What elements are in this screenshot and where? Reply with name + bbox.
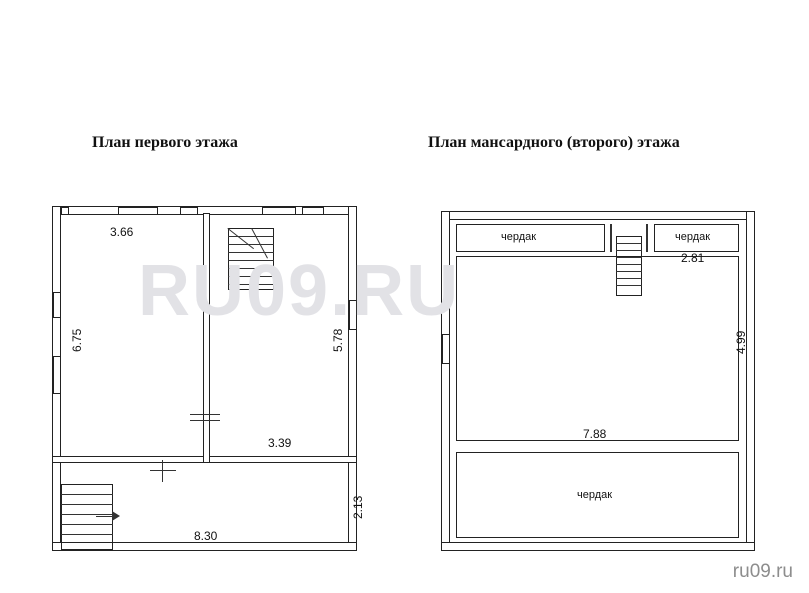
porch-step — [61, 534, 113, 535]
label-attic-top-left: чердак — [501, 231, 537, 243]
window-top-1 — [61, 207, 69, 215]
porch-step — [61, 504, 113, 505]
label-attic-top-right: чердак — [675, 231, 711, 243]
wall-bottom — [441, 542, 755, 551]
stair-step — [616, 271, 642, 272]
dimension-8-30: 8.30 — [194, 529, 218, 543]
staircase-floor2 — [616, 236, 642, 296]
window-top-3 — [180, 207, 198, 215]
wall-interior-horizontal-right — [203, 456, 357, 463]
stair-step — [616, 278, 642, 279]
stair-step — [616, 285, 642, 286]
stair-step — [616, 264, 642, 265]
dimension-7-88: 7.88 — [583, 427, 607, 441]
plan-title-first-floor: План первого этажа — [92, 134, 238, 151]
porch-step — [61, 494, 113, 495]
stair-step — [616, 243, 642, 244]
window-top-4 — [262, 207, 296, 215]
porch-step — [61, 514, 113, 515]
divider-left-of-stair — [610, 224, 612, 252]
door-mark-1 — [190, 414, 220, 415]
dimension-3-66: 3.66 — [110, 225, 134, 239]
wall-right — [746, 211, 755, 551]
dimension-2-13: 2.13 — [351, 495, 365, 519]
second-floor-plan — [400, 0, 809, 593]
window-left-1 — [53, 292, 61, 318]
window-left-1 — [442, 334, 450, 364]
room-main-second-floor — [456, 256, 739, 441]
watermark-text: RU09.RU — [138, 251, 461, 331]
dimension-3-39: 3.39 — [268, 436, 292, 450]
dimension-6-75: 6.75 — [70, 328, 84, 352]
direction-arrow-head — [112, 511, 120, 521]
label-attic-bottom: чердак — [577, 489, 613, 501]
door-mark-4 — [162, 460, 163, 482]
stair-step — [616, 250, 642, 251]
stair-step — [616, 257, 642, 258]
window-left-2 — [53, 356, 61, 394]
site-watermark: ru09.ru — [732, 561, 793, 582]
door-mark-3 — [150, 470, 176, 471]
dimension-5-78: 5.78 — [331, 328, 345, 352]
wall-interior-horizontal-left — [52, 456, 208, 463]
divider-right-of-stair — [646, 224, 648, 252]
door-mark-2 — [190, 420, 220, 421]
porch-step — [61, 524, 113, 525]
stair-step — [228, 244, 274, 245]
stair-step — [228, 236, 274, 237]
wall-top — [441, 211, 755, 220]
window-top-2 — [118, 207, 158, 215]
dimension-4-99: 4.99 — [734, 330, 748, 354]
dimension-2-81: 2.81 — [681, 251, 705, 265]
window-top-5 — [302, 207, 324, 215]
plan-title-second-floor: План мансардного (второго) этажа — [428, 134, 680, 151]
